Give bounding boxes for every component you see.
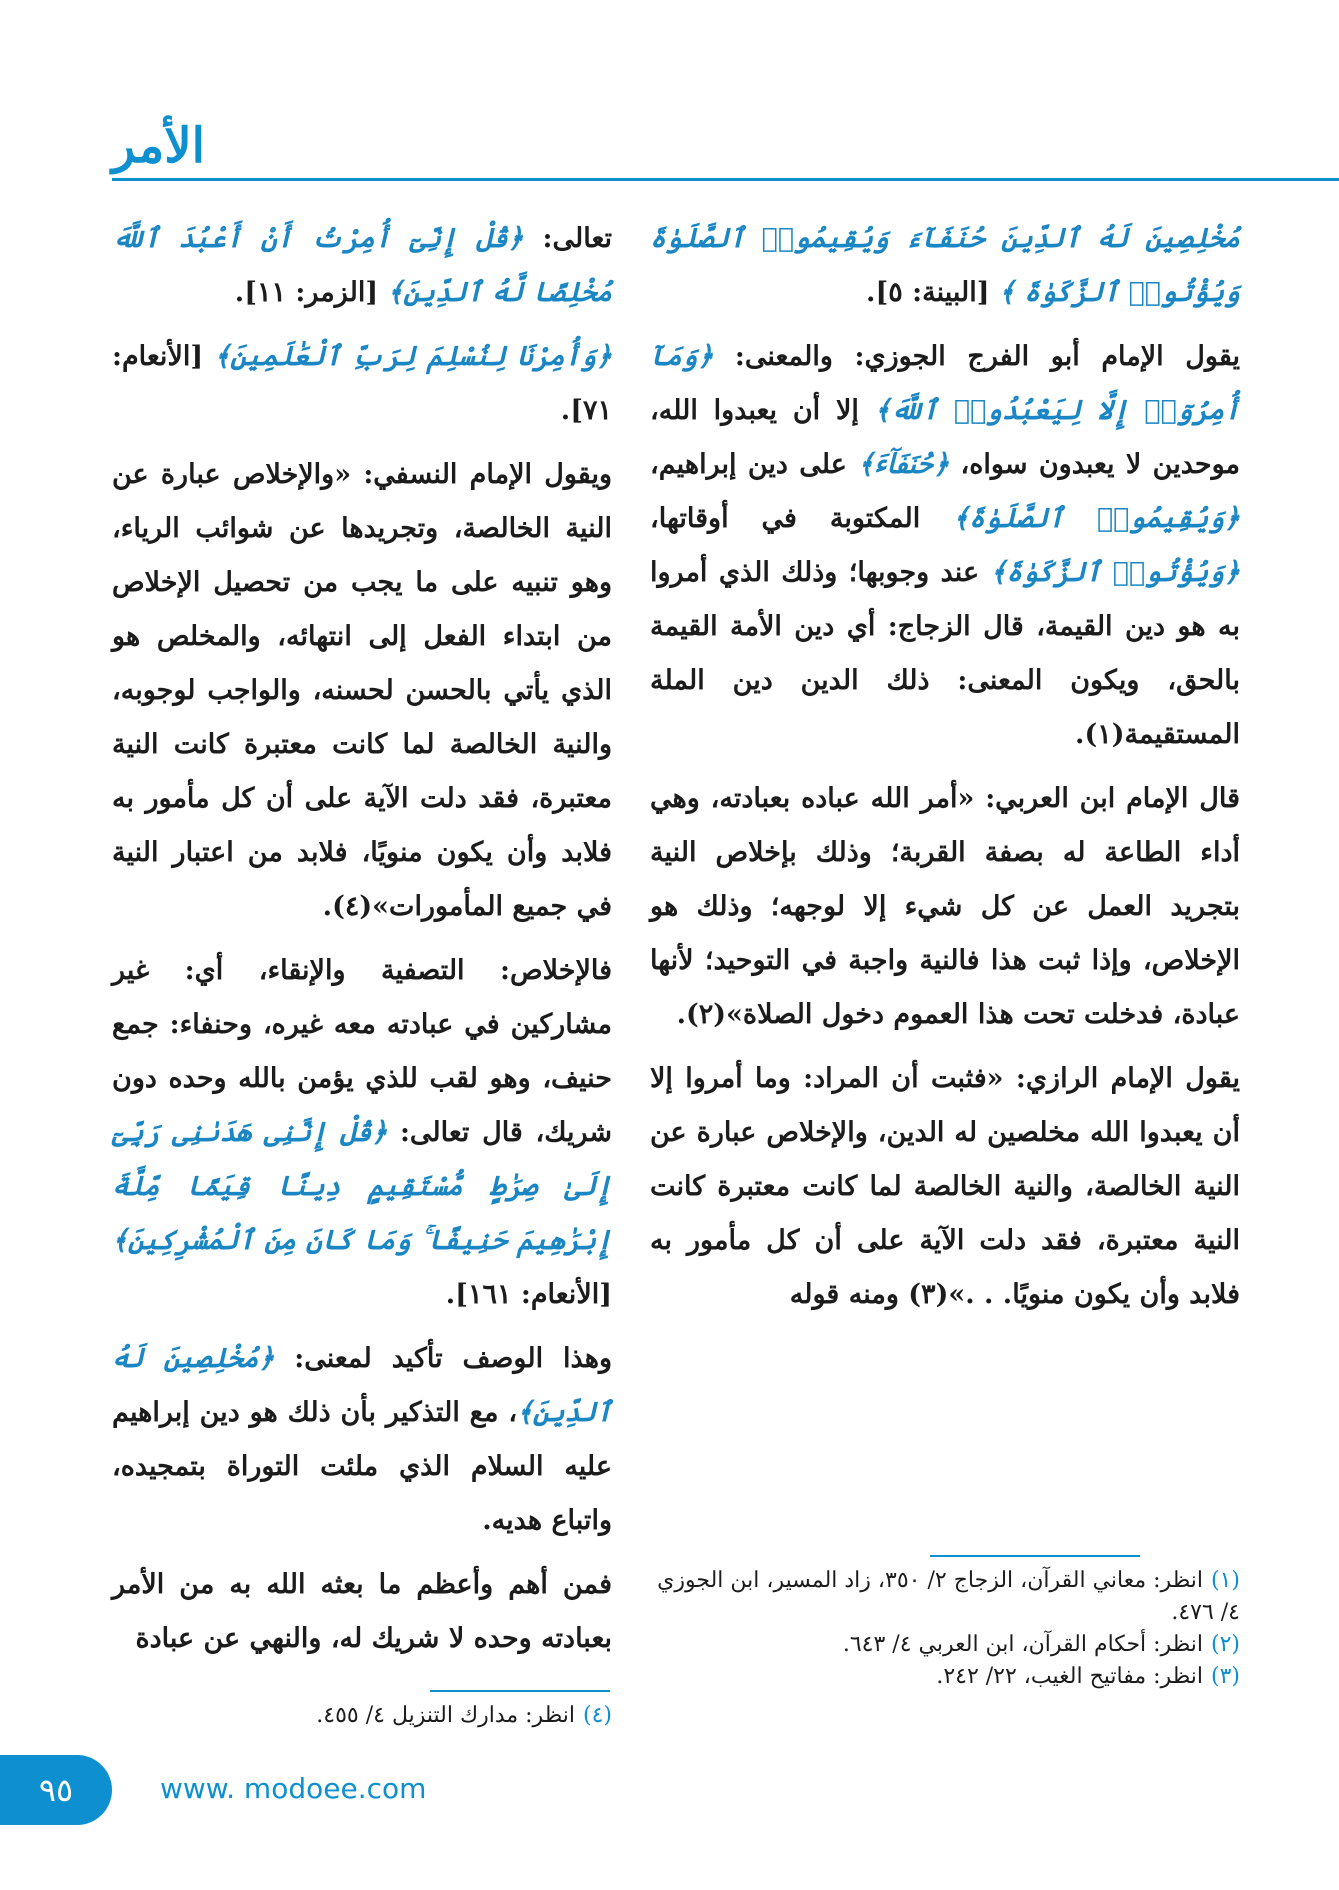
quran-verse: ﴿وَأُمِرْنَا لِنُسْلِمَ لِرَبِّ ٱلْعَٰلَمِينَ﴾ bbox=[214, 341, 612, 372]
body-text: فالإخلاص: التصفية والإنقاء، أي: غير مشاركين في عبادته معه غيره، وحنفاء: جمع حنيف، وهو لقب للذي يؤمن بالله وحده دون شريك، قال تعالى: bbox=[112, 955, 612, 1148]
body-text: على دين إبراهيم، bbox=[650, 449, 859, 480]
paragraph bbox=[112, 944, 612, 1322]
body-text: وهذا الوصف تأكيد لمعنى: bbox=[274, 1343, 612, 1374]
body-text: ، مع التذكير بأن ذلك هو دين إبراهيم عليه السلام الذي ملئت التوراة بتمجيده، واتباع هديه. bbox=[112, 1397, 612, 1536]
footnote-text: انظر: معاني القرآن، الزجاج ٢/ ٣٥٠، زاد المسير، ابن الجوزي ٤/ ٤٧٦. bbox=[657, 1568, 1240, 1625]
quran-verse: ﴿حُنَفَآءَ﴾ bbox=[858, 449, 950, 480]
footnote-divider-right bbox=[930, 1555, 1140, 1557]
paragraph bbox=[650, 330, 1240, 762]
body-text: [الزمر: ١١]. bbox=[234, 277, 388, 308]
left-text-column bbox=[112, 212, 612, 1676]
body-text: تعالى: bbox=[523, 223, 612, 254]
paragraph bbox=[650, 1052, 1240, 1322]
body-text: يقول الإمام الرازي: «فثبت أن المراد: وما أمروا إلا أن يعبدوا الله مخلصين له الدين، والإخلاص عبارة عن النية الخالصة، والنية الخالصة لما كانت معتبرة كانت النية معتبرة، فقد دلت الآية على أن كل مأمور به فلابد وأن يكون منويًا. . .»(٣) ومنه قوله bbox=[650, 1063, 1240, 1310]
body-text: [الأنعام: ١٦١]. bbox=[445, 1279, 612, 1310]
footnote-number: (٤) bbox=[582, 1703, 612, 1728]
quran-verse: ﴿قُلْ إِنَّنِى هَدَىٰنِى رَبِّىٓ إِلَىٰ صِرَٰطٍ مُّسْتَقِيمٍ دِينًا قِيَمًا مِّلَّةَ إِبْرَٰهِيمَ حَنِيفًا ۚ وَمَا كَانَ مِنَ ٱلْمُشْرِكِينَ﴾ bbox=[112, 1117, 612, 1256]
body-text: عند وجوبها؛ وذلك الذي أمروا به هو دين القيمة، قال الزجاج: أي دين الأمة القيمة بالحق، ويكون المعنى: ذلك الدين دين الملة المستقيمة(١). bbox=[650, 557, 1240, 750]
body-text: [الأنعام: ٧١]. bbox=[112, 341, 612, 426]
paragraph bbox=[650, 212, 1240, 320]
footnote-text: انظر: أحكام القرآن، ابن العربي ٤/ ٦٤٣. bbox=[842, 1632, 1203, 1657]
quran-verse: ﴿وَمَآ أُمِرُوٓا۟ إِلَّا لِيَعْبُدُوا۟ ٱللَّهَ﴾ bbox=[650, 341, 1240, 426]
quran-verse: ﴿وَيُقِيمُوا۟ ٱلصَّلَوٰةَ﴾ bbox=[953, 503, 1240, 534]
page-number-badge: ٩٥ bbox=[0, 1755, 112, 1825]
paragraph bbox=[112, 330, 612, 438]
body-text: إلا أن يعبدوا الله، موحدين لا يعبدون سواه، bbox=[650, 395, 1240, 480]
paragraph bbox=[112, 448, 612, 934]
quran-verse: ﴿قُلْ إِنِّىٓ أُمِرْتُ أَنْ أَعْبُدَ ٱللَّهَ مُخْلِصًا لَّهُ ٱلدِّينَ﴾ bbox=[112, 223, 612, 308]
paragraph bbox=[650, 772, 1240, 1042]
body-text: ويقول الإمام النسفي: «والإخلاص عبارة عن النية الخالصة، وتجريدها عن شوائب الرياء، وهو تنبيه على ما يجب من تحصيل الإخلاص من ابتداء الفعل إلى انتهائه، والمخلص هو الذي يأتي بالحسن لحسنه، والواجب لوجوبه، والنية الخالصة لما كانت معتبرة كانت النية معتبرة، فقد دلت الآية على أن كل مأمور به فلابد وأن يكون منويًا، فلابد من اعتبار النية في جميع المأمورات»(٤). bbox=[112, 459, 612, 922]
paragraph bbox=[112, 212, 612, 320]
footnote-number: (٣) bbox=[1210, 1664, 1240, 1689]
footnote bbox=[650, 1565, 1240, 1629]
body-text: فمن أهم وأعظم ما بعثه الله به من الأمر بعبادته وحده لا شريك له، والنهي عن عبادة bbox=[112, 1569, 612, 1654]
footnote-divider-left bbox=[430, 1690, 610, 1692]
footnote-text: انظر: مدارك التنزيل ٤/ ٤٥٥. bbox=[316, 1703, 575, 1728]
quran-verse: مُخْلِصِينَ لَهُ ٱلدِّينَ حُنَفَآءَ وَيُقِيمُوا۟ ٱلصَّلَوٰةَ وَيُؤْتُوا۟ ٱلزَّكَوٰةَ ﴾ bbox=[650, 223, 1240, 308]
footnote bbox=[112, 1700, 612, 1732]
website-link[interactable]: www. modoee.com bbox=[160, 1772, 427, 1805]
footnote-number: (٢) bbox=[1210, 1632, 1240, 1657]
footnote bbox=[650, 1661, 1240, 1693]
body-text: [البينة: ٥]. bbox=[866, 277, 999, 308]
quran-verse: ﴿مُخْلِصِينَ لَهُ ٱلدِّينَ﴾ bbox=[112, 1343, 612, 1428]
right-text-column bbox=[650, 212, 1240, 1332]
page-title: الأمر bbox=[112, 118, 205, 174]
footnote-number: (١) bbox=[1210, 1568, 1240, 1593]
body-text: المكتوبة في أوقاتها، bbox=[650, 503, 954, 534]
body-text: يقول الإمام أبو الفرج الجوزي: والمعنى: bbox=[713, 341, 1240, 372]
quran-verse: ﴿وَيُؤْتُوا۟ ٱلزَّكَوٰةَ﴾ bbox=[990, 557, 1240, 588]
paragraph bbox=[112, 1332, 612, 1548]
footnote bbox=[650, 1629, 1240, 1661]
footnote-text: انظر: مفاتيح الغيب، ٢٢/ ٢٤٢. bbox=[936, 1664, 1203, 1689]
footnotes-left bbox=[112, 1700, 612, 1732]
header-divider bbox=[112, 178, 1339, 181]
footnotes-right bbox=[650, 1565, 1240, 1693]
paragraph bbox=[112, 1558, 612, 1666]
body-text: قال الإمام ابن العربي: «أمر الله عباده بعبادته، وهي أداء الطاعة له بصفة القربة؛ وذلك بإخلاص النية بتجريد العمل عن كل شيء إلا لوجهه؛ وذلك هو الإخلاص، وإذا ثبت هذا فالنية واجبة في التوحيد؛ لأنها عبادة، فدخلت تحت هذا العموم دخول الصلاة»(٢). bbox=[650, 783, 1240, 1030]
